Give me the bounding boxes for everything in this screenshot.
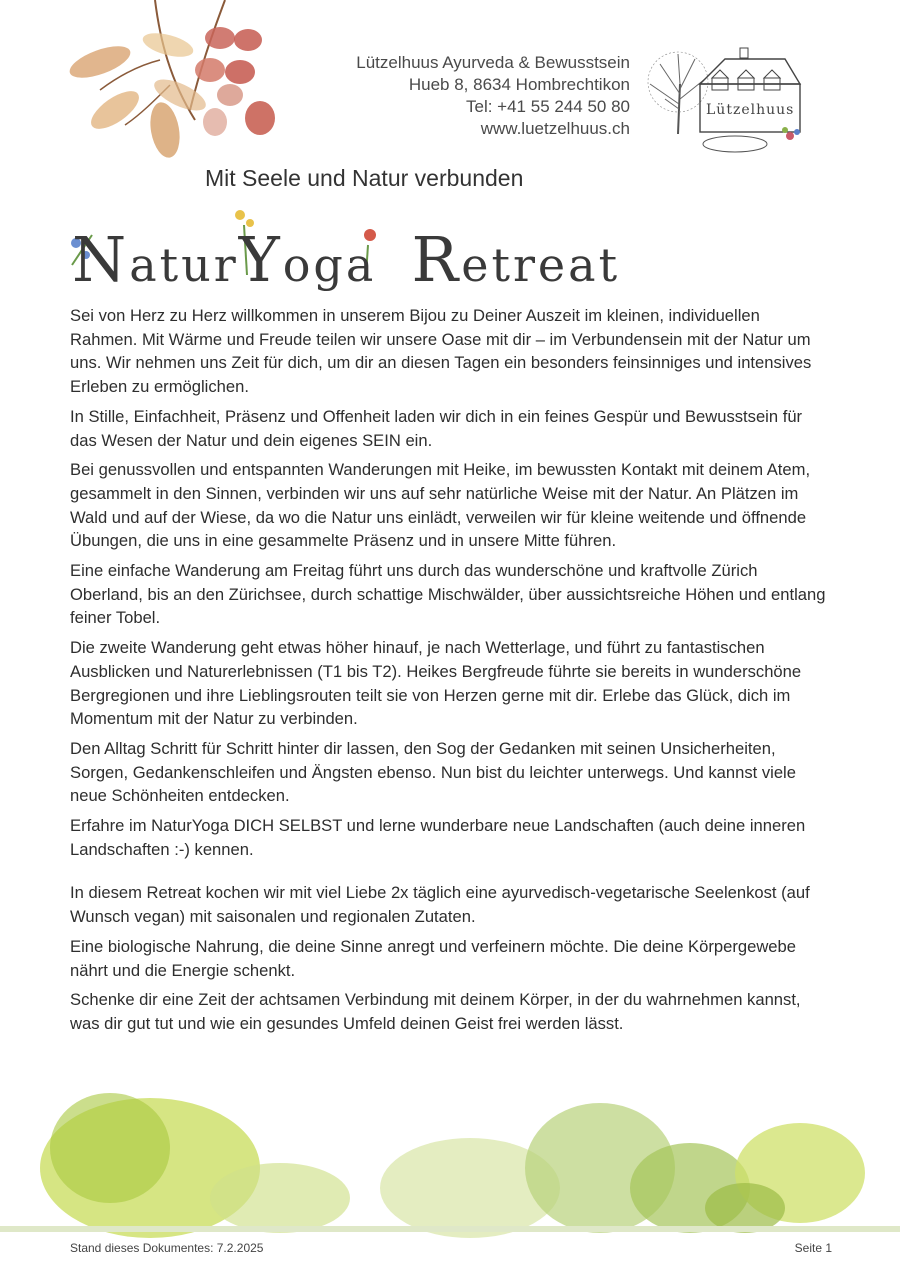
paragraph: Sei von Herz zu Herz willkommen in unserem Bijou zu Deiner Auszeit im kleinen, individuellen Rahmen. Mit Wärme und Freude teilen wir unsere Oase mit dir – im Verbundensein mit der Natur um uns. Wir nehmen uns Zeit für dich, um dir an diesen Tagen ein besonders feinsinniges und intensives Erleben zu ermöglichen. bbox=[70, 306, 812, 397]
document-date: Stand dieses Dokumentes: 7.2.2025 bbox=[70, 1241, 264, 1255]
title-natur: atur bbox=[129, 238, 239, 292]
landscape-illustration bbox=[0, 1068, 900, 1243]
title-letter-r: R bbox=[411, 223, 462, 296]
title-yoga: oga bbox=[282, 238, 377, 292]
paragraph: Die zweite Wanderung geht etwas höher hinauf, je nach Wetterlage, und führt zu fantastischen Ausblicken und Naturerlebnissen (T1 bis T2). Heikes Bergfreude führte sie bereits in wunderschöne Bergregionen und ihre Lieblingsrouten teilt sie von Herzen gerne mit dir. Erlebe das Glück, dich im Momentum mit der Natur zu verbinden. bbox=[70, 638, 802, 729]
title-letter-n: N bbox=[72, 223, 130, 296]
paragraph: Eine biologische Nahrung, die deine Sinne anregt und verfeinern möchte. Die deine Körpergewebe nährt und die Energie schenkt. bbox=[70, 936, 796, 980]
paragraph: Bei genussvollen und entspannten Wanderungen mit Heike, im bewussten Kontakt mit deinem Atem, gesammelt in den Sinnen, verbinden wir uns auf sehr natürliche Weise mit der Natur. An Plätzen im Wald und auf der Wiese, da wo die Natur uns einlädt, verweilen wir für kleine weitende und öffnende Übungen, die uns in eine gesammelte Präsenz und in unsere Mitte führen. bbox=[70, 460, 811, 551]
leaves-illustration bbox=[60, 0, 290, 170]
page-title bbox=[62, 205, 621, 296]
paragraph: In diesem Retreat kochen wir mit viel Liebe 2x täglich eine ayurvedisch-vegetarische Seelenkost (auf Wunsch vegan) mit saisonalen und regionalen Zutaten. bbox=[70, 883, 810, 927]
paragraph: Schenke dir eine Zeit der achtsamen Verbindung mit deinem Körper, in der du wahrnehmen kannst, was dir gut tut und wie ein gesundes Umfeld deinen Geist frei werden lässt. bbox=[70, 990, 801, 1033]
phone: Tel: +41 55 244 50 80 bbox=[466, 97, 630, 116]
paragraph: In Stille, Einfachheit, Präsenz und Offenheit laden wir dich in ein feines Gespür und Bewusstsein für das Wesen der Natur und dein eigenes SEIN ein. bbox=[70, 406, 803, 450]
title-retreat: etreat bbox=[461, 238, 621, 292]
logo bbox=[640, 44, 818, 166]
tagline: Mit Seele und Natur verbunden bbox=[205, 165, 524, 191]
paragraph: Den Alltag Schritt für Schritt hinter dir lassen, den Sog der Gedanken mit seinen Unsicherheiten, Sorgen, Gedankenschleifen und Ängsten ebenso. Nun bist du leichter unterwegs. Und kannst viele neue Schönheiten entdecken. bbox=[70, 738, 796, 806]
paragraph: Eine einfache Wanderung am Freitag führt uns durch das wunderschöne und kraftvolle Zürich Oberland, bis an den Zürichsee, durch schattige Mischwälder, über aussichtsreiche Höhen und entlang feiner Tobel. bbox=[70, 561, 826, 628]
page-number: Seite 1 bbox=[794, 1241, 832, 1255]
body-text bbox=[70, 304, 830, 1042]
title-letter-y: Y bbox=[238, 223, 283, 296]
contact-block bbox=[300, 52, 630, 140]
paragraph: Erfahre im NaturYoga DICH SELBST und lerne wunderbare neue Landschaften (auch deine inneren Landschaften :-) kennen. bbox=[70, 816, 806, 859]
logo-text: Lützelhuus bbox=[706, 102, 795, 118]
company-name: Lützelhuus Ayurveda & Bewusstsein bbox=[356, 53, 630, 72]
title-naturyoga-retreat bbox=[72, 223, 620, 296]
website-link[interactable]: www.luetzelhuus.ch bbox=[480, 119, 630, 138]
address: Hueb 8, 8634 Hombrechtikon bbox=[408, 75, 630, 94]
